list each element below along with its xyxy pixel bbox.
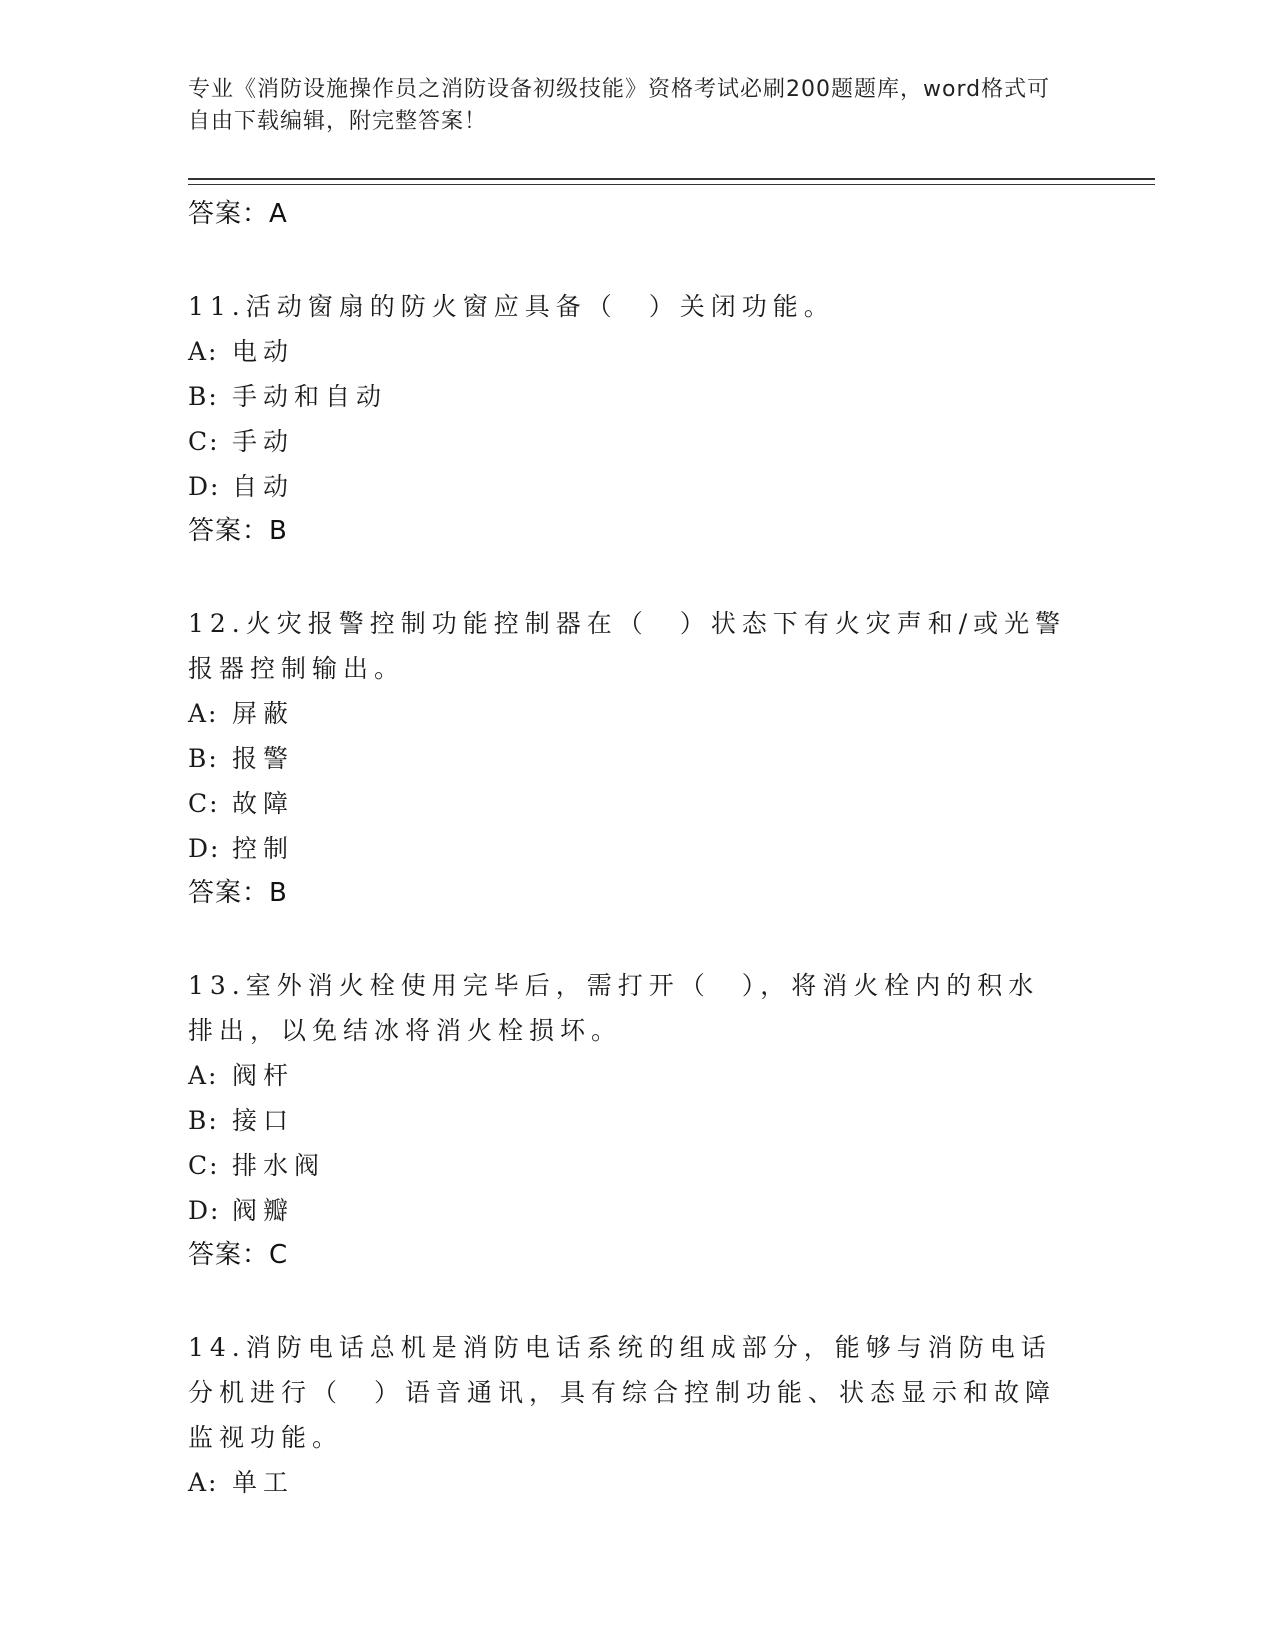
option-letter: A: — [188, 1061, 219, 1090]
question-answer: 答案：C — [188, 1240, 289, 1270]
option-letter: C: — [188, 1151, 220, 1180]
question-list — [188, 188, 1088, 1553]
option-d — [188, 1188, 1088, 1233]
option-text: 阀瓣 — [232, 1196, 295, 1225]
question-stem: 12.火灾报警控制功能控制器在（ ）状态下有火灾声和/或光警报器控制输出。 — [188, 609, 1067, 683]
option-a — [188, 1460, 1088, 1505]
option-text: 报警 — [232, 744, 295, 773]
previous-answer: 答案：A — [188, 199, 288, 229]
option-text: 阀杆 — [232, 1061, 295, 1090]
option-letter: C: — [188, 789, 220, 818]
question-stem: 13.室外消火栓使用完毕后，需打开（ ），将消火栓内的积水排出，以免结冰将消火栓损坏。 — [188, 971, 1040, 1045]
option-d — [188, 826, 1088, 871]
option-a — [188, 329, 1088, 374]
option-text: 故障 — [232, 789, 295, 818]
document-header: 专业《消防设施操作员之消防设备初级技能》资格考试必刷200题题库，word格式可自由下载编辑，附完整答案！ — [188, 77, 1051, 134]
option-text: 排水阀 — [232, 1151, 326, 1180]
header-divider-thin — [188, 184, 1155, 185]
option-b — [188, 736, 1088, 781]
option-text: 接口 — [232, 1106, 295, 1135]
option-text: 屏蔽 — [232, 699, 295, 728]
option-text: 自动 — [232, 472, 295, 501]
question-answer: 答案：B — [188, 516, 288, 546]
option-letter: A: — [188, 337, 219, 366]
header-divider-thick — [188, 178, 1155, 180]
option-letter: D: — [188, 834, 221, 863]
option-letter: C: — [188, 427, 220, 456]
option-text: 电动 — [232, 337, 295, 366]
question-item — [188, 601, 1088, 915]
question-item — [188, 284, 1088, 553]
option-a — [188, 691, 1088, 736]
option-a — [188, 1053, 1088, 1098]
option-letter: B: — [188, 1106, 219, 1135]
question-stem: 14.消防电话总机是消防电话系统的组成部分，能够与消防电话分机进行（ ）语音通讯，具有综合控制功能、状态显示和故障监视功能。 — [188, 1333, 1057, 1452]
question-item — [188, 1325, 1088, 1505]
option-c — [188, 1143, 1088, 1188]
option-letter: D: — [188, 472, 221, 501]
question-answer: 答案：B — [188, 878, 288, 908]
option-text: 单工 — [232, 1468, 295, 1497]
question-stem: 11.活动窗扇的防火窗应具备（ ）关闭功能。 — [188, 292, 835, 321]
option-letter: A: — [188, 1468, 219, 1497]
question-item — [188, 963, 1088, 1277]
option-text: 手动和自动 — [232, 382, 388, 411]
option-letter: D: — [188, 1196, 221, 1225]
option-b — [188, 374, 1088, 419]
option-d — [188, 464, 1088, 509]
option-letter: A: — [188, 699, 219, 728]
option-letter: B: — [188, 382, 219, 411]
option-b — [188, 1098, 1088, 1143]
option-text: 手动 — [232, 427, 295, 456]
option-text: 控制 — [232, 834, 295, 863]
option-c — [188, 419, 1088, 464]
option-letter: B: — [188, 744, 219, 773]
option-c — [188, 781, 1088, 826]
